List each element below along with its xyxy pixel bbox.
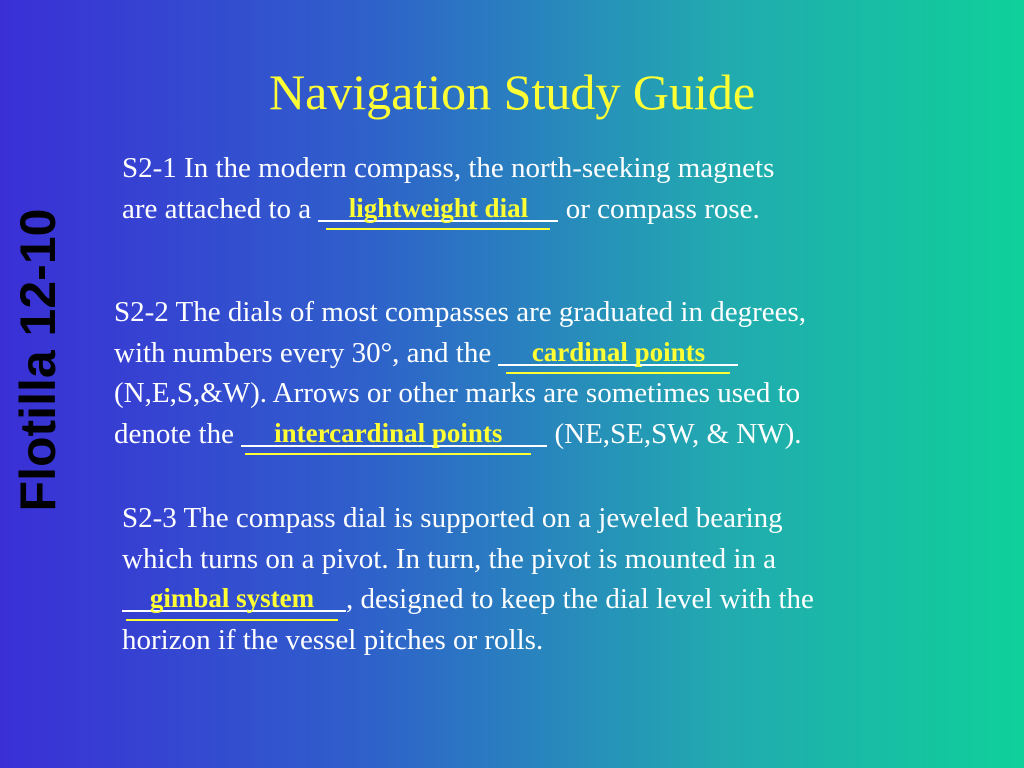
answer-blank <box>122 580 346 612</box>
question-line <box>114 373 806 414</box>
question-text: which turns on a pivot. In turn, the pivot is mounted in a <box>122 542 777 575</box>
answer-blank <box>318 190 558 222</box>
question-line <box>114 333 806 374</box>
question-text: horizon if the vessel pitches or rolls. <box>122 623 544 656</box>
question-text: S2-1 In the modern compass, the north-seeking magnets <box>122 152 775 184</box>
answer-text: gimbal system <box>126 578 338 621</box>
question-line <box>114 292 806 333</box>
question-s2-3 <box>122 498 814 660</box>
answer-text: intercardinal points <box>245 413 531 456</box>
question-line <box>122 579 814 620</box>
answer-text: cardinal points <box>506 332 730 375</box>
question-text: or compass rose. <box>558 192 760 225</box>
question-text: are attached to a <box>122 192 319 225</box>
question-line <box>122 539 814 580</box>
question-s2-1 <box>122 148 774 229</box>
question-text: (N,E,S,&W). Arrows or other marks are sometimes used to <box>114 377 801 409</box>
question-line <box>122 189 774 230</box>
flotilla-side-label: Flotilla 12-10 <box>10 208 66 512</box>
answer-blank <box>241 415 547 447</box>
question-text: S2-3 The compass dial is supported on a jeweled bearing <box>122 502 783 534</box>
question-text: denote the <box>114 417 242 450</box>
question-line <box>114 414 806 455</box>
slide-title: Navigation Study Guide <box>268 64 756 120</box>
question-text: (NE,SE,SW, & NW). <box>547 417 802 450</box>
question-line <box>122 620 814 661</box>
question-s2-2 <box>114 292 806 454</box>
answer-blank <box>498 334 738 366</box>
question-text: with numbers every 30°, and the <box>114 336 499 369</box>
question-text: S2-2 The dials of most compasses are graduated in degrees, <box>114 296 807 328</box>
question-line <box>122 148 774 189</box>
question-line <box>122 498 814 539</box>
question-text: , designed to keep the dial level with the <box>346 583 814 615</box>
answer-text: lightweight dial <box>326 188 550 231</box>
